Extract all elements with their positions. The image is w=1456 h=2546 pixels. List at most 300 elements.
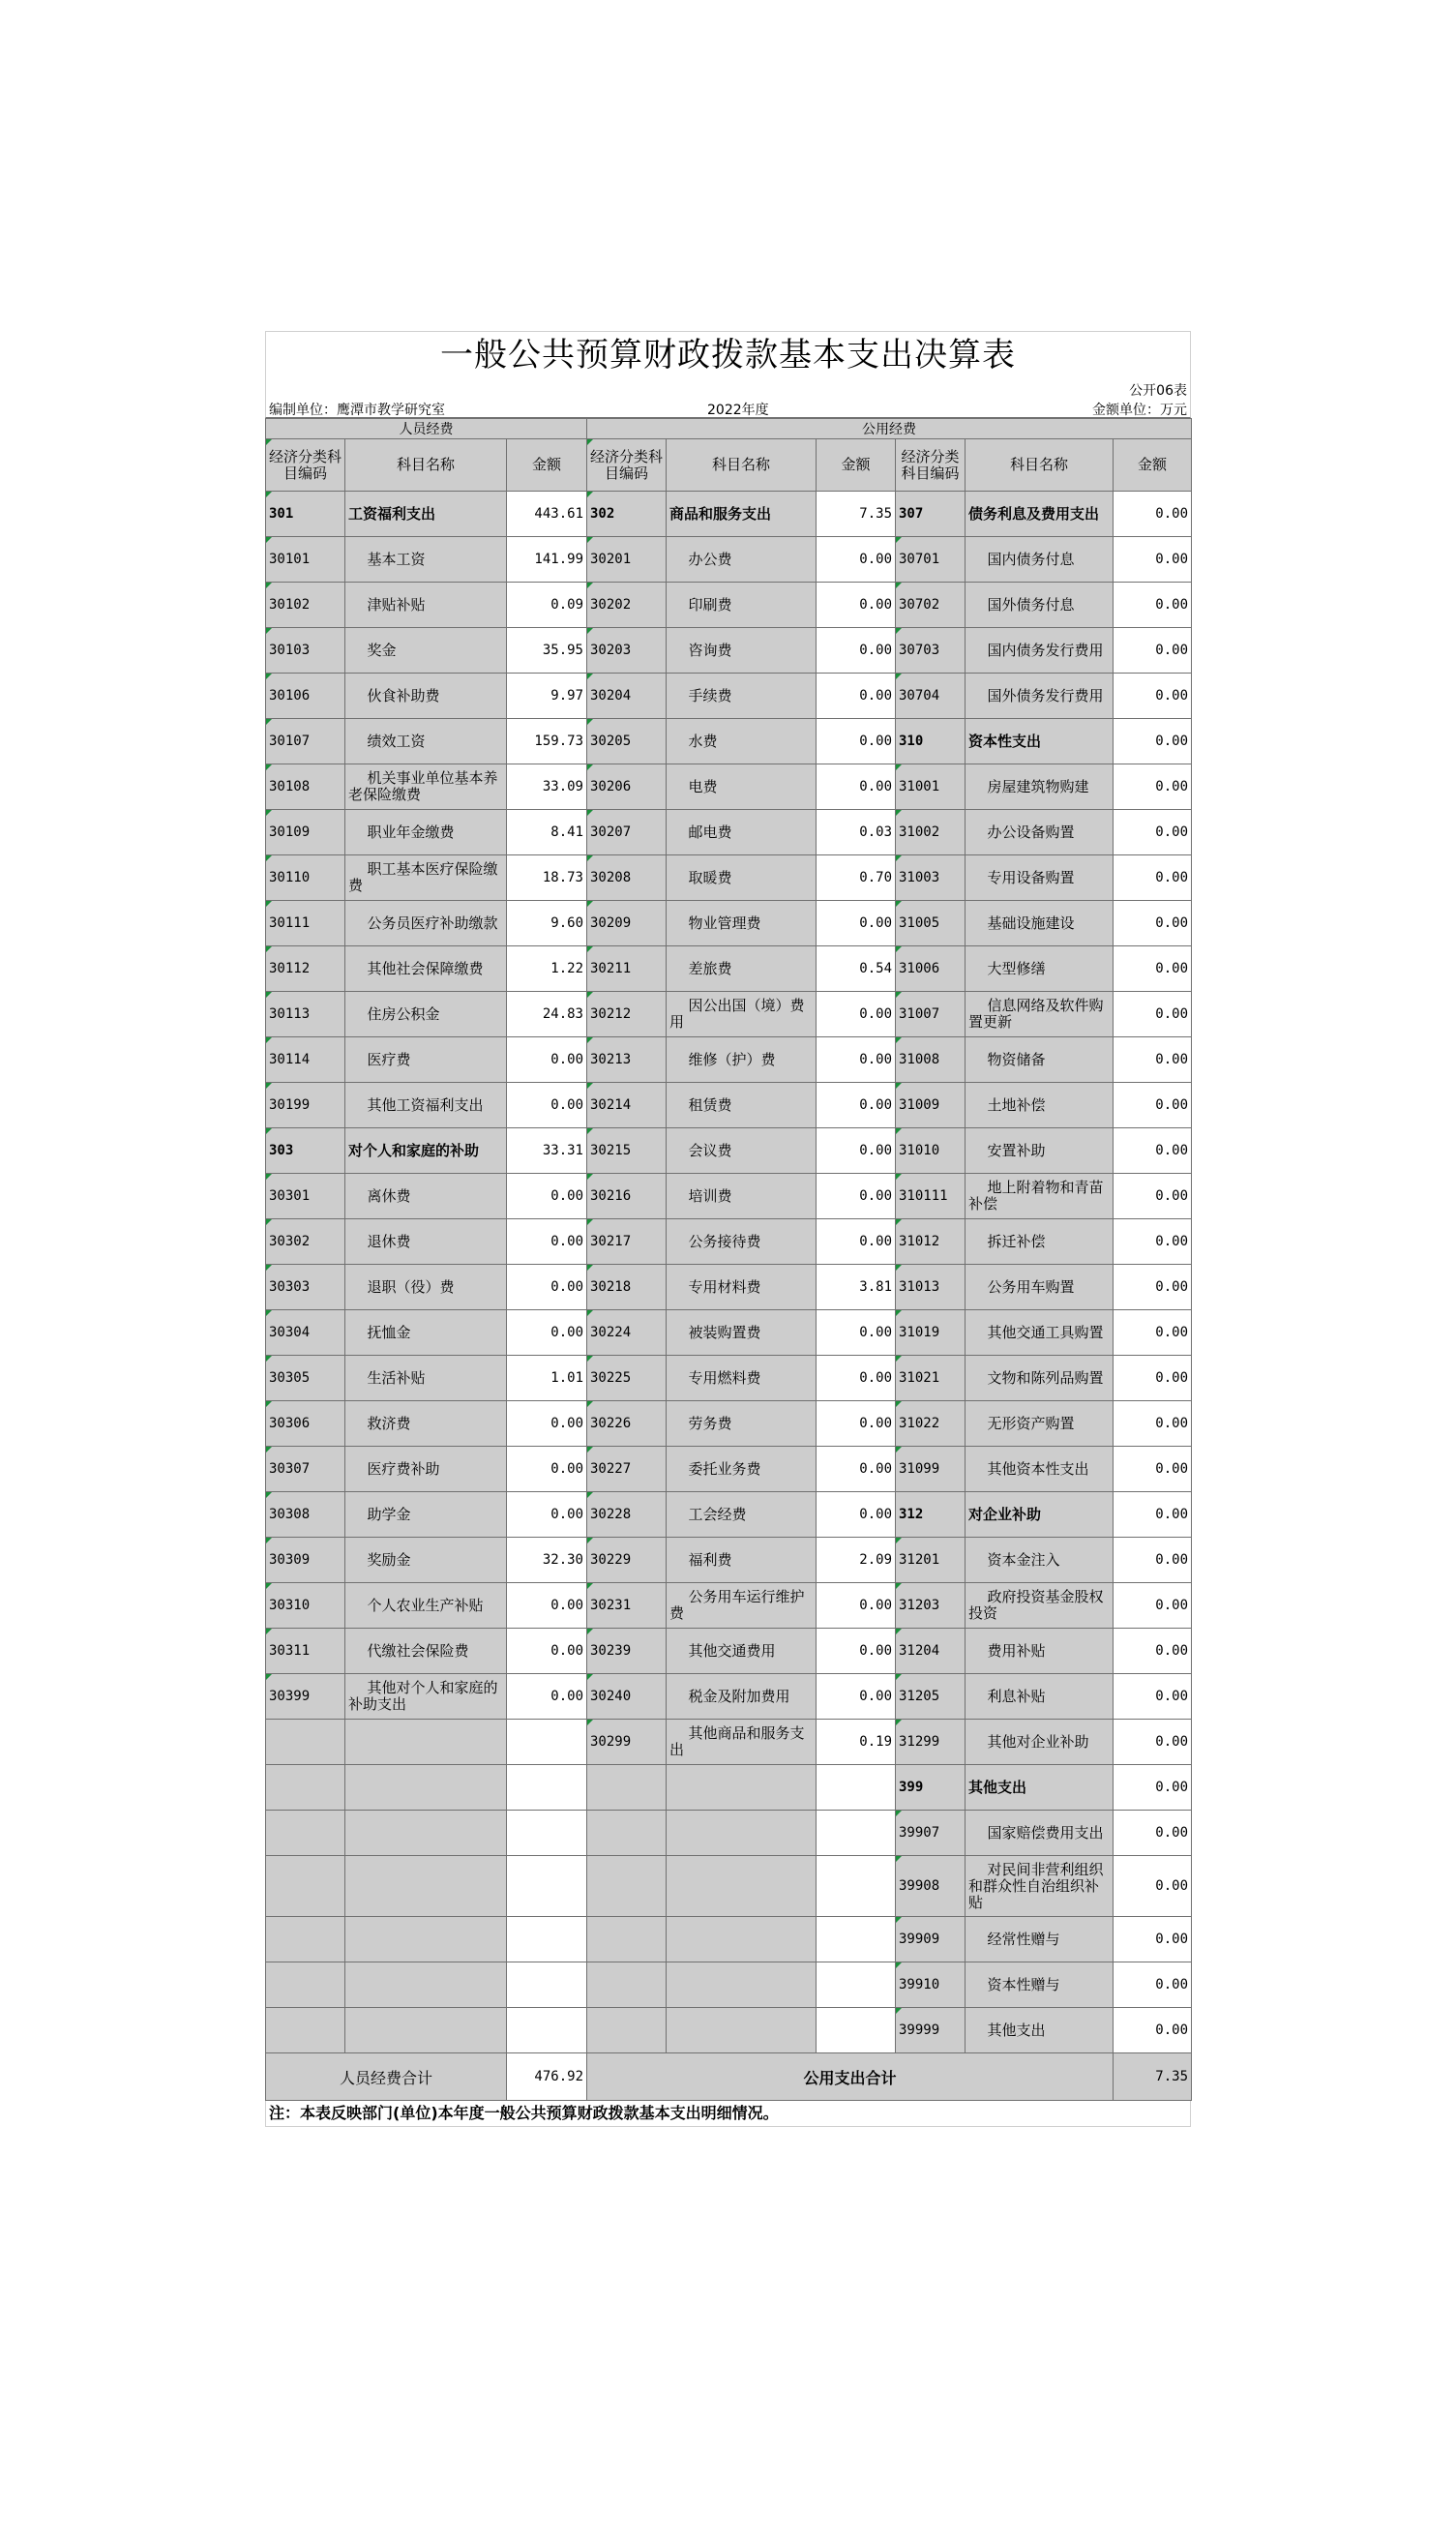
item-name: 工资福利支出 (345, 492, 507, 537)
item-amount: 0.00 (1114, 1174, 1192, 1219)
group-personnel: 人员经费 (266, 419, 587, 439)
table-row (266, 674, 1192, 719)
item-amount: 1.22 (507, 946, 587, 992)
table-row (266, 810, 1192, 855)
item-name: 国外债务付息 (966, 583, 1114, 628)
table-row (266, 1856, 1192, 1917)
item-name: 经常性赠与 (966, 1917, 1114, 1962)
item-name: 邮电费 (667, 810, 817, 855)
table-row (266, 1917, 1192, 1962)
item-code: 31299 (896, 1720, 966, 1765)
item-name: 其他支出 (966, 2008, 1114, 2053)
table-row (266, 855, 1192, 901)
personnel-total-amount: 476.92 (507, 2053, 587, 2101)
item-name: 其他对企业补助 (966, 1720, 1114, 1765)
item-code: 30209 (587, 901, 667, 946)
item-name: 资本性支出 (966, 719, 1114, 764)
item-name: 对个人和家庭的补助 (345, 1128, 507, 1174)
item-amount: 0.00 (1114, 1128, 1192, 1174)
item-code: 30109 (266, 810, 345, 855)
item-name: 助学金 (345, 1492, 507, 1538)
item-name: 职工基本医疗保险缴费 (345, 855, 507, 901)
table-row (266, 946, 1192, 992)
item-name: 津贴补贴 (345, 583, 507, 628)
empty-amount-cell (817, 1856, 896, 1917)
item-amount: 0.00 (1114, 1583, 1192, 1629)
table-row (266, 1037, 1192, 1083)
item-amount: 0.00 (817, 1219, 896, 1265)
item-name: 水费 (667, 719, 817, 764)
item-name: 奖励金 (345, 1538, 507, 1583)
item-name: 国内债务付息 (966, 537, 1114, 583)
item-name: 对民间非营利组织和群众性自治组织补贴 (966, 1856, 1114, 1917)
item-code: 30212 (587, 992, 667, 1037)
item-amount: 0.09 (507, 583, 587, 628)
empty-amount-cell (817, 1765, 896, 1811)
item-amount: 0.00 (817, 583, 896, 628)
item-name: 国外债务发行费用 (966, 674, 1114, 719)
item-amount: 33.09 (507, 764, 587, 810)
item-amount: 0.00 (1114, 855, 1192, 901)
item-amount: 0.00 (817, 1674, 896, 1720)
item-code: 30299 (587, 1720, 667, 1765)
empty-code-cell (266, 1720, 345, 1765)
item-name: 其他对个人和家庭的补助支出 (345, 1674, 507, 1720)
empty-code-cell (587, 1856, 667, 1917)
item-amount: 0.00 (1114, 1083, 1192, 1128)
item-name: 救济费 (345, 1401, 507, 1447)
empty-amount-cell (507, 1962, 587, 2008)
item-amount: 0.00 (817, 1356, 896, 1401)
item-code: 31007 (896, 992, 966, 1037)
item-amount: 0.00 (817, 901, 896, 946)
empty-code-cell (587, 1962, 667, 2008)
item-code: 30218 (587, 1265, 667, 1310)
item-code: 30108 (266, 764, 345, 810)
item-amount: 0.00 (817, 628, 896, 674)
item-code: 30102 (266, 583, 345, 628)
item-amount: 0.00 (1114, 1765, 1192, 1811)
item-code: 30240 (587, 1674, 667, 1720)
empty-name-cell (667, 1917, 817, 1962)
item-amount: 0.00 (817, 1629, 896, 1674)
item-amount: 0.00 (507, 1674, 587, 1720)
item-amount: 0.00 (817, 674, 896, 719)
item-name: 安置补助 (966, 1128, 1114, 1174)
table-row (266, 1492, 1192, 1538)
item-code: 30301 (266, 1174, 345, 1219)
item-code: 39910 (896, 1962, 966, 2008)
item-name: 抚恤金 (345, 1310, 507, 1356)
item-amount: 0.00 (817, 1447, 896, 1492)
empty-code-cell (266, 1856, 345, 1917)
item-code: 30203 (587, 628, 667, 674)
table-row (266, 1310, 1192, 1356)
item-amount: 0.00 (1114, 2008, 1192, 2053)
item-code: 399 (896, 1765, 966, 1811)
item-amount: 0.00 (507, 1310, 587, 1356)
empty-name-cell (345, 1811, 507, 1856)
item-amount: 0.00 (817, 537, 896, 583)
item-code: 31009 (896, 1083, 966, 1128)
item-amount: 0.00 (817, 1037, 896, 1083)
item-amount: 0.00 (1114, 1856, 1192, 1917)
item-code: 30199 (266, 1083, 345, 1128)
empty-code-cell (266, 1811, 345, 1856)
item-code: 30113 (266, 992, 345, 1037)
item-amount: 0.00 (1114, 1310, 1192, 1356)
table-row (266, 1265, 1192, 1310)
item-code: 30227 (587, 1447, 667, 1492)
item-name: 其他资本性支出 (966, 1447, 1114, 1492)
item-amount: 0.00 (817, 1128, 896, 1174)
footnote: 注：本表反映部门(单位)本年度一般公共预算财政拨款基本支出明细情况。 (265, 2101, 1191, 2127)
empty-code-cell (587, 1917, 667, 1962)
table-row (266, 1811, 1192, 1856)
item-code: 30305 (266, 1356, 345, 1401)
item-name: 其他社会保障缴费 (345, 946, 507, 992)
header-code: 经济分类科目编码 (896, 439, 966, 492)
table-row (266, 537, 1192, 583)
table-row (266, 1128, 1192, 1174)
item-code: 30311 (266, 1629, 345, 1674)
item-code: 30704 (896, 674, 966, 719)
meta-line (265, 398, 1191, 418)
item-amount: 0.00 (1114, 901, 1192, 946)
item-name: 其他商品和服务支出 (667, 1720, 817, 1765)
item-amount: 0.00 (1114, 628, 1192, 674)
item-amount: 0.70 (817, 855, 896, 901)
table-row (266, 992, 1192, 1037)
item-amount: 0.00 (1114, 1720, 1192, 1765)
item-name: 退职（役）费 (345, 1265, 507, 1310)
item-code: 310111 (896, 1174, 966, 1219)
item-name: 因公出国（境）费用 (667, 992, 817, 1037)
empty-amount-cell (507, 1811, 587, 1856)
item-name: 机关事业单位基本养老保险缴费 (345, 764, 507, 810)
page-title: 一般公共预算财政拨款基本支出决算表 (265, 331, 1191, 378)
item-code: 30303 (266, 1265, 345, 1310)
item-name: 公务用车运行维护费 (667, 1583, 817, 1629)
item-code: 30308 (266, 1492, 345, 1538)
item-amount: 0.00 (817, 764, 896, 810)
unit-label: 编制单位：鹰潭市教学研究室 (269, 403, 445, 418)
item-name: 无形资产购置 (966, 1401, 1114, 1447)
item-amount: 0.03 (817, 810, 896, 855)
empty-name-cell (667, 1962, 817, 2008)
item-amount: 9.60 (507, 901, 587, 946)
budget-sheet (265, 331, 1191, 2127)
item-name: 利息补贴 (966, 1674, 1114, 1720)
table-row (266, 1538, 1192, 1583)
item-name: 培训费 (667, 1174, 817, 1219)
item-amount: 0.00 (507, 1447, 587, 1492)
empty-name-cell (667, 2008, 817, 2053)
empty-amount-cell (817, 2008, 896, 2053)
item-code: 30310 (266, 1583, 345, 1629)
item-name: 国内债务发行费用 (966, 628, 1114, 674)
item-amount: 0.00 (817, 992, 896, 1037)
item-code: 30106 (266, 674, 345, 719)
item-name: 公务接待费 (667, 1219, 817, 1265)
item-amount: 35.95 (507, 628, 587, 674)
item-name: 劳务费 (667, 1401, 817, 1447)
year-label: 2022年度 (707, 403, 769, 418)
item-code: 310 (896, 719, 966, 764)
public-total-label: 公用支出合计 (587, 2053, 1114, 2101)
item-code: 312 (896, 1492, 966, 1538)
item-name: 咨询费 (667, 628, 817, 674)
item-code: 31204 (896, 1629, 966, 1674)
expenditure-table (265, 418, 1192, 2101)
table-row (266, 1083, 1192, 1128)
item-amount: 18.73 (507, 855, 587, 901)
item-name: 其他交通工具购置 (966, 1310, 1114, 1356)
header-amount: 金额 (817, 439, 896, 492)
item-amount: 0.00 (507, 1174, 587, 1219)
empty-name-cell (345, 1962, 507, 2008)
item-name: 信息网络及软件购置更新 (966, 992, 1114, 1037)
item-amount: 32.30 (507, 1538, 587, 1583)
item-name: 职业年金缴费 (345, 810, 507, 855)
item-name: 公务用车购置 (966, 1265, 1114, 1310)
item-amount: 0.00 (507, 1037, 587, 1083)
item-code: 30399 (266, 1674, 345, 1720)
item-code: 30307 (266, 1447, 345, 1492)
item-name: 专用设备购置 (966, 855, 1114, 901)
item-amount: 0.00 (817, 1492, 896, 1538)
item-name: 绩效工资 (345, 719, 507, 764)
item-code: 30217 (587, 1219, 667, 1265)
item-code: 30111 (266, 901, 345, 946)
item-name: 资本性赠与 (966, 1962, 1114, 2008)
item-amount: 0.00 (1114, 1811, 1192, 1856)
item-amount: 0.00 (1114, 1219, 1192, 1265)
item-code: 31021 (896, 1356, 966, 1401)
public-total-amount: 7.35 (1114, 2053, 1192, 2101)
item-code: 30302 (266, 1219, 345, 1265)
table-row (266, 1174, 1192, 1219)
item-amount: 0.00 (1114, 1401, 1192, 1447)
item-name: 基础设施建设 (966, 901, 1114, 946)
item-amount: 24.83 (507, 992, 587, 1037)
form-code: 公开06表 (1129, 383, 1187, 399)
item-amount: 141.99 (507, 537, 587, 583)
item-amount: 8.41 (507, 810, 587, 855)
item-code: 30229 (587, 1538, 667, 1583)
item-amount: 0.00 (507, 1629, 587, 1674)
item-amount: 0.00 (507, 1401, 587, 1447)
item-amount: 2.09 (817, 1538, 896, 1583)
item-amount: 0.00 (1114, 537, 1192, 583)
item-code: 307 (896, 492, 966, 537)
empty-amount-cell (507, 1765, 587, 1811)
empty-code-cell (266, 1962, 345, 2008)
item-code: 30205 (587, 719, 667, 764)
item-amount: 0.00 (507, 1083, 587, 1128)
item-code: 30304 (266, 1310, 345, 1356)
empty-code-cell (266, 1765, 345, 1811)
item-name: 房屋建筑物购建 (966, 764, 1114, 810)
empty-name-cell (667, 1765, 817, 1811)
item-code: 30103 (266, 628, 345, 674)
item-name: 地上附着物和青苗补偿 (966, 1174, 1114, 1219)
item-code: 302 (587, 492, 667, 537)
item-name: 税金及附加费用 (667, 1674, 817, 1720)
item-code: 30211 (587, 946, 667, 992)
empty-code-cell (587, 2008, 667, 2053)
item-code: 30112 (266, 946, 345, 992)
table-row (266, 628, 1192, 674)
item-code: 303 (266, 1128, 345, 1174)
empty-code-cell (266, 1917, 345, 1962)
item-name: 土地补偿 (966, 1083, 1114, 1128)
item-code: 31019 (896, 1310, 966, 1356)
item-code: 30224 (587, 1310, 667, 1356)
item-amount: 0.00 (1114, 1492, 1192, 1538)
item-amount: 0.00 (1114, 764, 1192, 810)
item-name: 办公设备购置 (966, 810, 1114, 855)
item-code: 31022 (896, 1401, 966, 1447)
item-code: 30101 (266, 537, 345, 583)
item-code: 30239 (587, 1629, 667, 1674)
item-name: 生活补贴 (345, 1356, 507, 1401)
empty-name-cell (345, 1765, 507, 1811)
empty-amount-cell (817, 1811, 896, 1856)
item-name: 公务员医疗补助缴款 (345, 901, 507, 946)
item-name: 伙食补助费 (345, 674, 507, 719)
item-amount: 0.00 (1114, 992, 1192, 1037)
item-amount: 0.00 (1114, 1447, 1192, 1492)
header-amount: 金额 (507, 439, 587, 492)
empty-amount-cell (507, 1720, 587, 1765)
item-name: 文物和陈列品购置 (966, 1356, 1114, 1401)
item-code: 30703 (896, 628, 966, 674)
empty-code-cell (266, 2008, 345, 2053)
item-amount: 0.00 (817, 1583, 896, 1629)
table-row (266, 1674, 1192, 1720)
item-name: 退休费 (345, 1219, 507, 1265)
item-name: 维修（护）费 (667, 1037, 817, 1083)
item-amount: 0.00 (1114, 1674, 1192, 1720)
item-code: 31003 (896, 855, 966, 901)
item-amount: 7.35 (817, 492, 896, 537)
item-code: 31006 (896, 946, 966, 992)
item-name: 工会经费 (667, 1492, 817, 1538)
item-name: 取暖费 (667, 855, 817, 901)
item-code: 31005 (896, 901, 966, 946)
item-amount: 0.00 (1114, 1037, 1192, 1083)
item-code: 31010 (896, 1128, 966, 1174)
item-name: 物业管理费 (667, 901, 817, 946)
item-amount: 0.19 (817, 1720, 896, 1765)
item-name: 大型修缮 (966, 946, 1114, 992)
empty-name-cell (345, 1856, 507, 1917)
empty-code-cell (587, 1765, 667, 1811)
table-row (266, 2008, 1192, 2053)
item-name: 医疗费 (345, 1037, 507, 1083)
table-row (266, 764, 1192, 810)
item-name: 其他交通费用 (667, 1629, 817, 1674)
item-amount: 0.00 (1114, 492, 1192, 537)
empty-name-cell (345, 2008, 507, 2053)
item-name: 对企业补助 (966, 1492, 1114, 1538)
item-name: 印刷费 (667, 583, 817, 628)
item-code: 30231 (587, 1583, 667, 1629)
item-amount: 0.00 (1114, 719, 1192, 764)
item-name: 办公费 (667, 537, 817, 583)
item-name: 其他工资福利支出 (345, 1083, 507, 1128)
item-amount: 0.54 (817, 946, 896, 992)
header-name: 科目名称 (345, 439, 507, 492)
table-row (266, 492, 1192, 537)
table-row (266, 1447, 1192, 1492)
item-name: 住房公积金 (345, 992, 507, 1037)
item-code: 31012 (896, 1219, 966, 1265)
item-name: 租赁费 (667, 1083, 817, 1128)
item-amount: 33.31 (507, 1128, 587, 1174)
item-amount: 0.00 (507, 1265, 587, 1310)
item-name: 其他支出 (966, 1765, 1114, 1811)
amount-unit: 金额单位：万元 (1092, 403, 1187, 418)
item-name: 专用燃料费 (667, 1356, 817, 1401)
item-code: 30226 (587, 1401, 667, 1447)
item-amount: 0.00 (1114, 1629, 1192, 1674)
empty-amount-cell (507, 2008, 587, 2053)
header-amount: 金额 (1114, 439, 1192, 492)
item-name: 费用补贴 (966, 1629, 1114, 1674)
item-code: 30208 (587, 855, 667, 901)
item-code: 30214 (587, 1083, 667, 1128)
item-amount: 0.00 (817, 1083, 896, 1128)
item-code: 30306 (266, 1401, 345, 1447)
totals-row (266, 2053, 1192, 2101)
item-code: 30215 (587, 1128, 667, 1174)
table-row (266, 1765, 1192, 1811)
item-code: 30213 (587, 1037, 667, 1083)
item-name: 专用材料费 (667, 1265, 817, 1310)
empty-amount-cell (507, 1917, 587, 1962)
table-row (266, 1219, 1192, 1265)
item-amount: 0.00 (1114, 583, 1192, 628)
item-amount: 0.00 (817, 1174, 896, 1219)
header-code: 经济分类科目编码 (266, 439, 345, 492)
item-name: 会议费 (667, 1128, 817, 1174)
item-amount: 1.01 (507, 1356, 587, 1401)
item-name: 个人农业生产补贴 (345, 1583, 507, 1629)
item-name: 手续费 (667, 674, 817, 719)
item-code: 31001 (896, 764, 966, 810)
item-amount: 0.00 (1114, 1265, 1192, 1310)
item-code: 31203 (896, 1583, 966, 1629)
header-name: 科目名称 (667, 439, 817, 492)
item-code: 31008 (896, 1037, 966, 1083)
header-code: 经济分类科目编码 (587, 439, 667, 492)
item-amount: 0.00 (817, 1310, 896, 1356)
item-code: 30702 (896, 583, 966, 628)
item-code: 30216 (587, 1174, 667, 1219)
item-name: 政府投资基金股权投资 (966, 1583, 1114, 1629)
item-code: 30225 (587, 1356, 667, 1401)
item-amount: 3.81 (817, 1265, 896, 1310)
item-code: 39908 (896, 1856, 966, 1917)
item-code: 30201 (587, 537, 667, 583)
item-amount: 0.00 (507, 1492, 587, 1538)
empty-amount-cell (817, 1917, 896, 1962)
item-code: 31201 (896, 1538, 966, 1583)
table-row (266, 1583, 1192, 1629)
table-row (266, 901, 1192, 946)
